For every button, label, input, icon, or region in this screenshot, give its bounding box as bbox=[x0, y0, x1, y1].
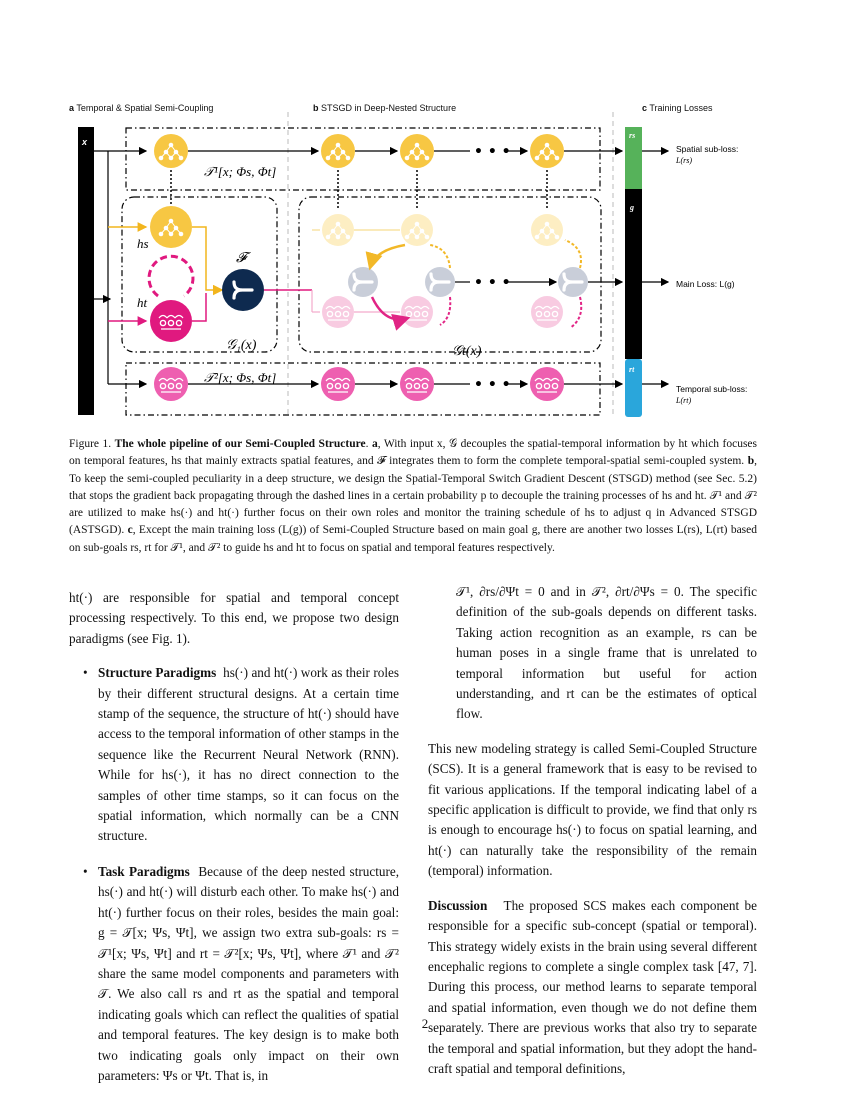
t1-node-3 bbox=[400, 134, 434, 168]
discussion-paragraph bbox=[428, 896, 757, 1080]
gt-ellipsis: • • • bbox=[474, 275, 511, 291]
right-column bbox=[428, 582, 757, 1079]
g1-label: 𝒢₁(x) bbox=[226, 338, 257, 353]
discussion-title: Discussion bbox=[428, 897, 488, 913]
f-label: 𝓕 bbox=[236, 251, 247, 266]
bullet2-title: Task Paradigms bbox=[98, 863, 190, 879]
t1-box bbox=[126, 128, 600, 190]
g-bar bbox=[625, 189, 642, 359]
figure-caption: Figure 1. The whole pipeline of our Semi-Coupled Structure. a, With input x, 𝒢 decouples the spatial-temporal information by ht which focuses on temporal features, hs that mainly extracts spatial features, and 𝓕 integrates them to form the complete temporal-spatial semi-coupled system. b, To keep the semi-coupled peculiarity in a deep structure, we design the Spatial-Temporal Switch Gradient Descent (STSGD) method (see Sec. 5.2) that stops the gradient back propagating through the dashed lines in a certain probability p to decouple the training processes of hs and ht. 𝒯¹ and 𝒯² are utilized to make hs(·) and ht(·) further focus on their own roles and monitor the training schedule of hs to adjust q in Advanced STSGD (ASTSGD). c, Except the main training loss (L(g)) of Semi-Coupled Structure based on main goal g, there are another two losses L(rs), L(rt) based on sub-goals rs, rt for 𝒯¹, and 𝒯² to guide hs and ht to focus on spatial and temporal features respectively. bbox=[69, 438, 758, 554]
caption-c-text: , Except the main training loss (L(g)) of Semi-Coupled Structure based on main goal g, there are another two losses L(rs), L(rt) based on sub-goals rs, rt for 𝒯¹, and 𝒯² to guide hs and ht to focus on spatial and temporal features respectively. bbox=[69, 524, 757, 554]
scs-paragraph: This new modeling strategy is called Semi-Coupled Structure (SCS). It is a general framework that is easy to be revised to fit various applications. If the temporal indicating label of a specific application is difficult to provide, we find that only rs is enough to encourage hs(·) to focus on spatial learning, and ht(·) can naturally take the responsibility of the remain (temporal) information. bbox=[428, 740, 757, 879]
bullet1-title: Structure Paradigms bbox=[98, 665, 217, 681]
figure-1 bbox=[0, 0, 850, 425]
input-label: x bbox=[82, 137, 88, 147]
temporal-loss-label: Temporal sub-loss: bbox=[676, 384, 748, 394]
panel-a-title: a Temporal & Spatial Semi-Coupling bbox=[69, 103, 214, 113]
bullet-structure-paradigms: • Structure Paradigms hs(·) and ht(·) work as their roles by their different structural designs. At a certain time stamp of the sequence, the structure of ht(·) should have access to the temporal information of other stamps in the sequence like the Recurrent Neural Network (RNN). While for hs(·), it has no direct connection to the samples of other time stamps, so it can focus on the spatial information, which normally can be a CNN structure. bbox=[83, 665, 400, 844]
caption-a-letter: a bbox=[371, 438, 378, 450]
t2-box bbox=[126, 363, 600, 415]
main-loss-label: Main Loss: L(g) bbox=[676, 279, 735, 289]
caption-label: Figure 1. bbox=[69, 438, 112, 450]
panel-c-title: c Training Losses bbox=[642, 103, 713, 113]
caption-c-letter: c bbox=[127, 524, 133, 537]
t1-node-1 bbox=[154, 134, 188, 168]
t1-ellipsis: • • • bbox=[474, 144, 511, 160]
rs-bar-label: rs bbox=[629, 131, 636, 140]
spatial-loss-label: Spatial sub-loss: bbox=[676, 144, 739, 154]
t2-label: 𝒯²[x; Φs, Φt] bbox=[204, 370, 277, 385]
g-bar-label: g bbox=[630, 203, 634, 212]
temporal-loss-fn: L(rt) bbox=[676, 396, 692, 405]
caption-a-text: , With input x, 𝒢 decouples the spatial-temporal information by h bbox=[377, 438, 685, 450]
panel-b-title: b STSGD in Deep-Nested Structure bbox=[313, 103, 457, 113]
bullet-task-paradigms: • Task Paradigms Because of the deep nested structure, hs(·) and ht(·) will disturb each other. To make hs(·) and ht(·) further focus on their roles, besides the main goal: g = 𝒯[x; Ψs, Ψt], we assign two extra sub-goals: rs = 𝒯¹[x; Ψs, Ψt] and rt = 𝒯²[x; Ψs, Ψt], where 𝒯¹ and 𝒯² share the same model components and parameters with 𝒯. We also call rs and rt as the spatial and temporal indicating goals which can reflect the qualities of spatial and temporal features. The key design is to make both two indicating goals only impact on their own parameters: Ψs or Ψt. That is, in bbox=[83, 863, 399, 1083]
ht-label: ht bbox=[137, 295, 148, 310]
t1-node-2 bbox=[321, 134, 355, 168]
page-number: 2 bbox=[421, 1016, 429, 1031]
discussion-text: The proposed SCS makes each component be responsible for a specific sub-concept (spatial or temporal). This strategy widely exists in the brain using several different encephalic regions to complete a single complex task [47, 7]. During this process, our method learns to separate temporal and spatial information, even though we do not define them separately. There are previous works that also try to separate the temporal and spatial information, but they adopt the hand-craft spatial and temporal definitions, bbox=[428, 897, 757, 1076]
t2-ellipsis: • • • bbox=[474, 377, 511, 393]
gt-label: 𝒢t(x) bbox=[452, 344, 482, 359]
rt-bar-label: rt bbox=[629, 365, 635, 374]
caption-a-text-cont: t which focuses on temporal features, hs that mainly extracts spatial features, and 𝓕 integrates them to form the complete temporal-spatial semi-coupled system. bbox=[69, 438, 758, 468]
t1-label: 𝒯¹[x; Φs, Φt] bbox=[204, 164, 277, 179]
caption-b-text: , To keep the semi-coupled peculiarity in a deep structure, we design the Spatial-Temporal Switch Gradient Descent (STSGD) method (see Sec. 5.2) that stops the gradient back propagating through the dashed lines in a certain probability p to decouple the training processes of hs and ht. 𝒯¹ and 𝒯² are utilized to make hs(·) and ht(·) further focus on their own roles and monitor the training schedule of hs to adjust q in Advanced STSGD (ASTSGD). bbox=[69, 455, 758, 537]
pipeline-diagram bbox=[0, 0, 850, 425]
bullet1-text: hs(·) and ht(·) work as their roles by their different structural designs. At a certain time stamp of the sequence, the structure of ht(·) should have access to the temporal information of other stamps in the sequence like the Recurrent Neural Network (RNN). While for hs(·), it has no direct connection to the samples of other time stamps, so it can focus on the spatial information, which normally can be a CNN structure. bbox=[98, 665, 400, 844]
spatial-loss-fn: L(rs) bbox=[676, 156, 693, 165]
t1-node-4 bbox=[530, 134, 564, 168]
input-bar bbox=[78, 127, 94, 415]
hs-label: hs bbox=[137, 236, 149, 251]
intro-paragraph: ht(·) are responsible for spatial and temporal concept processing respectively. To this end, we propose two design paradigms (see Fig. 1). bbox=[69, 590, 399, 646]
bullet-continuation: 𝒯¹, ∂rs/∂Ψt = 0 and in 𝒯², ∂rt/∂Ψs = 0. The specific definition of the sub-goals depends on different tasks. Taking action recognition as an example, rs can be human poses in a single frame that is unrelated to temporal information but useful for action understanding, and rt can be the estimates of optical flow. bbox=[456, 584, 757, 722]
hs-node bbox=[150, 206, 192, 248]
caption-b-letter: b bbox=[747, 455, 755, 468]
bullet2-text: Because of the deep nested structure, hs(·) and ht(·) will disturb each other. To make hs(·) and ht(·) further focus on their roles, besides the main goal: g = 𝒯[x; Ψs, Ψt], we assign two extra sub-goals: rs = 𝒯¹[x; Ψs, Ψt] and rt = 𝒯²[x; Ψs, Ψt], where 𝒯¹ and 𝒯² share the same model components and parameters with 𝒯. We also call rs and rt as the spatial and temporal indicating goals which can reflect the qualities of spatial and temporal features. The key design is to make both two indicating goals only impact on their own parameters: Ψs or Ψt. That is, in bbox=[98, 863, 399, 1083]
caption-title: The whole pipeline of our Semi-Coupled Structure bbox=[114, 438, 366, 450]
